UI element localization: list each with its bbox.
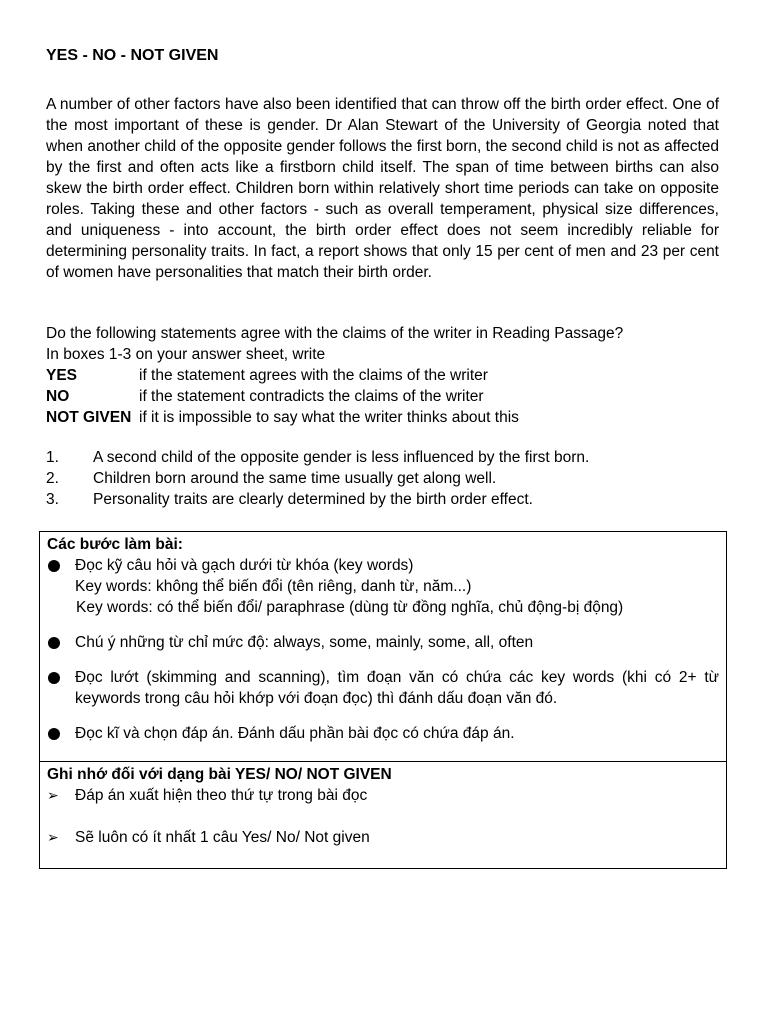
step-text: Chú ý những từ chỉ mức độ: always, some, mainly, some, all, often — [75, 634, 534, 651]
note-item — [47, 785, 719, 806]
question-item — [46, 447, 726, 468]
notes-box — [39, 762, 727, 869]
notes-heading: Ghi nhớ đối với dạng bài YES/ NO/ NOT GIVEN — [47, 766, 392, 783]
arrow-bullet-icon: ➢ — [47, 829, 59, 845]
key-term: NOT GIVEN — [46, 409, 132, 426]
step-item — [47, 555, 719, 576]
question-list — [46, 447, 726, 510]
instructions — [46, 323, 726, 428]
key-meaning: if the statement agrees with the claims of the writer — [139, 367, 488, 384]
key-row-no — [46, 386, 726, 407]
bullet-icon — [48, 637, 60, 649]
bullet-icon — [48, 672, 60, 684]
question-item — [46, 468, 726, 489]
step-text: Đọc kĩ và chọn đáp án. Đánh dấu phần bài đọc có chứa đáp án. — [75, 725, 515, 742]
question-item — [46, 489, 726, 510]
note-item — [47, 827, 719, 848]
step-subline: Key words: không thể biến đổi (tên riêng, danh từ, năm...) — [75, 578, 472, 595]
key-meaning: if it is impossible to say what the writer thinks about this — [139, 409, 519, 426]
key-term: NO — [46, 388, 70, 405]
step-item — [47, 667, 719, 709]
page-title: YES - NO - NOT GIVEN — [46, 47, 219, 64]
note-text: Đáp án xuất hiện theo thứ tự trong bài đọc — [75, 787, 368, 804]
instruction-line-2: In boxes 1-3 on your answer sheet, write — [46, 346, 326, 363]
reading-passage: A number of other factors have also been identified that can throw off the birth order effect. One of the most important of these is gender. Dr Alan Stewart of the University of Georgia noted that when another child of the opposite gender follows the first born, the second child is not as affected by the first and often acts like a firstborn child itself. The span of time between births can also skew the birth order effect. Children born within relatively short time periods can take on opposite roles. Taking these and other factors - such as overall temperament, physical size differences, and uniqueness - into account, the birth order effect does not seem incredibly reliable for determining personality traits. In fact, a report shows that only 15 per cent of men and 23 per cent of women have personalities that match their birth order. — [46, 96, 719, 281]
step-text: Đọc kỹ câu hỏi và gạch dưới từ khóa (key words) — [75, 557, 414, 574]
step-item — [47, 723, 719, 744]
step-subline: Key words: có thể biến đổi/ paraphrase (dùng từ đồng nghĩa, chủ động-bị động) — [76, 599, 624, 616]
question-text: Personality traits are clearly determined by the birth order effect. — [93, 491, 533, 508]
key-meaning: if the statement contradicts the claims of the writer — [139, 388, 484, 405]
question-text: Children born around the same time usually get along well. — [93, 470, 497, 487]
note-text: Sẽ luôn có ít nhất 1 câu Yes/ No/ Not given — [75, 829, 370, 846]
step-text: Đọc lướt (skimming and scanning), tìm đoạn văn có chứa các key words (khi có 2+ từ keywords trong câu hỏi khớp với đoạn đọc) thì đánh dấu đoạn văn đó. — [75, 669, 719, 707]
question-number: 1. — [46, 449, 59, 466]
key-row-not-given — [46, 407, 726, 428]
question-text: A second child of the opposite gender is less influenced by the first born. — [93, 449, 590, 466]
question-number: 2. — [46, 470, 59, 487]
key-row-yes — [46, 365, 726, 386]
key-term: YES — [46, 367, 78, 384]
arrow-bullet-icon: ➢ — [47, 787, 59, 803]
step-item — [47, 632, 719, 653]
question-number: 3. — [46, 491, 59, 508]
bullet-icon — [48, 728, 60, 740]
bullet-icon — [48, 560, 60, 572]
steps-heading: Các bước làm bài: — [47, 536, 183, 553]
instruction-line-1: Do the following statements agree with the claims of the writer in Reading Passage? — [46, 325, 624, 342]
steps-box — [39, 531, 727, 762]
